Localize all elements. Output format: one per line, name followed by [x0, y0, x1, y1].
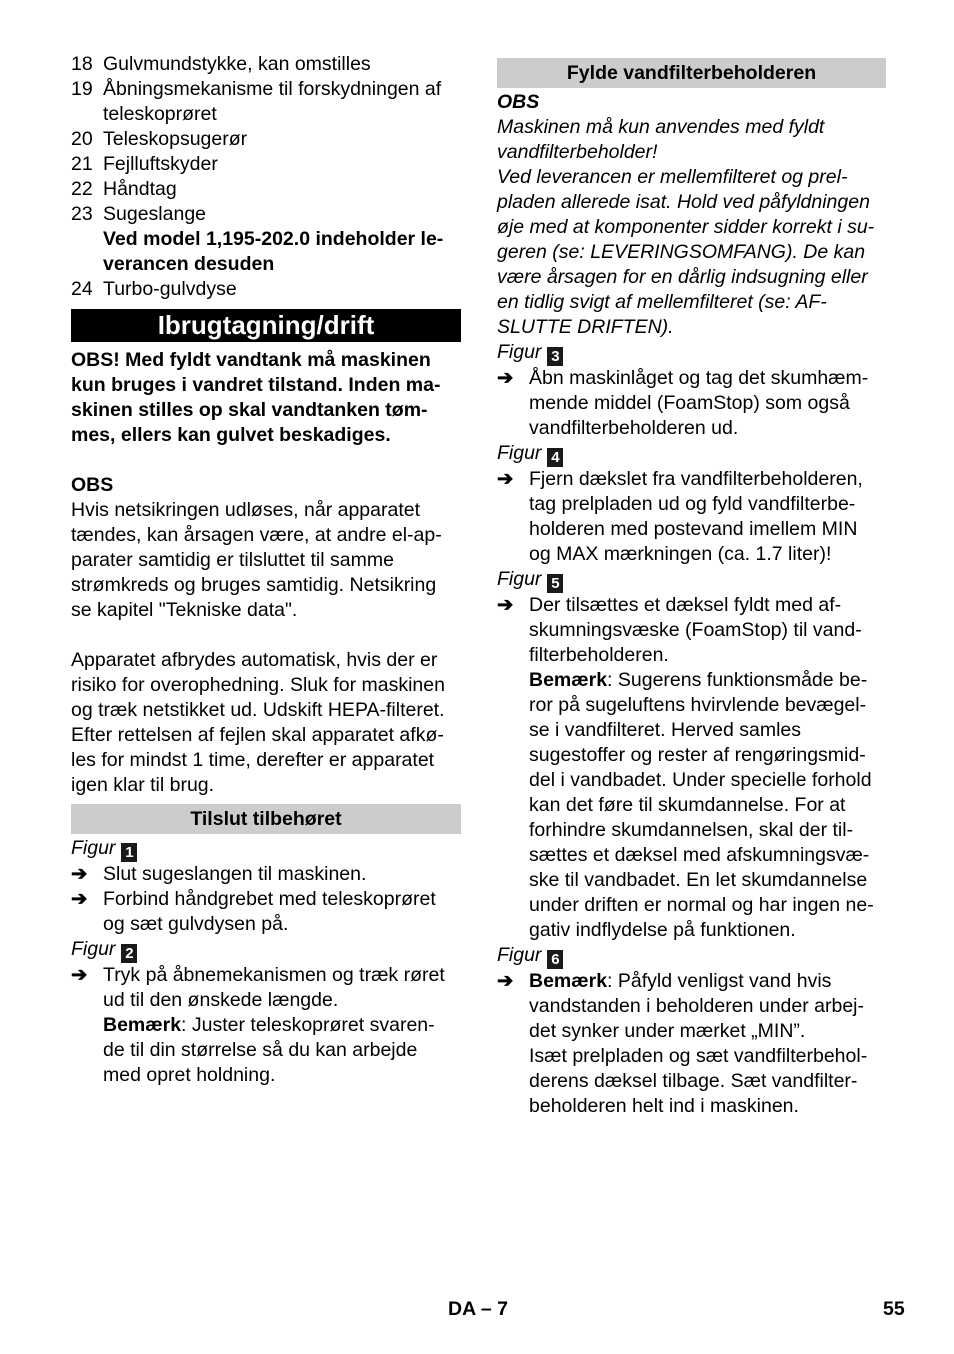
step-item: [497, 593, 886, 943]
obs-line: geren (se: LEVERINGSOMFANG). De kan: [497, 241, 866, 263]
step-line: Tryk på åbnemekanismen og træk røret: [103, 964, 445, 986]
arrow-right-icon: ➔: [497, 468, 514, 490]
model-note: [103, 227, 461, 277]
figure-label: Figur: [71, 938, 116, 960]
note-line: ske til vandbadet. En let skumdannelse: [529, 869, 868, 891]
note-line: Isæt prelpladen og sæt vandfilterbehol-: [529, 1045, 868, 1067]
overheat-line: risiko for overophedning. Sluk for maskinen: [71, 674, 445, 696]
note-label: Bemærk: [529, 970, 608, 992]
item-text: Turbo-gulvdyse: [103, 278, 237, 300]
step-item: [497, 969, 886, 1119]
step-line: Forbind håndgrebet med teleskoprøret: [103, 888, 436, 910]
figure-label: Figur: [497, 442, 542, 464]
item-text: Fejlluftskyder: [103, 153, 218, 175]
item-number: 24: [71, 278, 93, 300]
arrow-right-icon: ➔: [71, 964, 88, 986]
note-line: [529, 668, 874, 693]
item-number: 18: [71, 53, 93, 75]
arrow-right-icon: ➔: [71, 888, 88, 910]
obs-line: Ved leverancen er mellemfilteret og prel-: [497, 166, 848, 188]
figure-number-badge: 1: [121, 843, 137, 862]
list-item: [71, 177, 461, 202]
obs-text: [71, 498, 461, 623]
step-line: ud til den ønskede længde.: [103, 989, 339, 1011]
obs-line: tændes, kan årsagen være, at andre el-ap-: [71, 524, 442, 546]
warning-line: OBS! Med fyldt vandtank må maskinen: [71, 349, 431, 371]
left-column: [71, 52, 461, 1088]
item-text: Håndtag: [103, 178, 177, 200]
step-item: [497, 467, 886, 567]
list-item: [71, 127, 461, 152]
arrow-right-icon: ➔: [497, 970, 514, 992]
page-number: 55: [883, 1298, 905, 1320]
obs-line: være årsagen for en dårlig indsugning eller: [497, 266, 868, 288]
model-note-line: Ved model 1,195-202.0 indeholder le-: [103, 228, 444, 250]
parts-list: [71, 52, 461, 227]
subsection-title: Fylde vandfilterbeholderen: [497, 58, 886, 88]
step-list: [71, 862, 461, 937]
obs-heading: OBS: [71, 474, 114, 496]
figure-number-badge: 2: [121, 944, 137, 963]
section-title: Ibrugtagning/drift: [71, 309, 461, 342]
step-item: [497, 366, 886, 441]
figure-label: Figur: [497, 568, 542, 590]
note-line: del i vandbadet. Under specielle forhold: [529, 769, 872, 791]
item-text-line: teleskoprøret: [103, 103, 217, 125]
item-number: 20: [71, 128, 93, 150]
figure-number-badge: 4: [547, 448, 563, 467]
subsection-title: Tilslut tilbehøret: [71, 804, 461, 834]
warning-line: skinen stilles op skal vandtanken tøm-: [71, 399, 428, 421]
item-number: 19: [71, 78, 93, 100]
item-text: Teleskopsugerør: [103, 128, 248, 150]
arrow-right-icon: ➔: [497, 367, 514, 389]
step-line: og sæt gulvdysen på.: [103, 913, 289, 935]
figure-ref: [497, 340, 886, 366]
note-line: vandstanden i beholderen under arbej-: [529, 995, 864, 1017]
obs-line: øje med at komponenter sidder korrekt i su-: [497, 216, 875, 238]
figure-number-badge: 6: [547, 950, 563, 969]
overheat-line: Apparatet afbrydes automatisk, hvis der er: [71, 649, 438, 671]
obs-line: SLUTTE DRIFTEN).: [497, 316, 674, 338]
list-item: [71, 77, 461, 127]
warning-line: kun bruges i vandret tilstand. Inden ma-: [71, 374, 441, 396]
step-line: holderen med postevand imellem MIN: [529, 518, 858, 540]
model-note-line: verancen desuden: [103, 253, 275, 275]
note-line: sættes et dæksel med afskumningsvæ-: [529, 844, 870, 866]
obs-line: vandfilterbeholder!: [497, 141, 658, 163]
step-line: Fjern dækslet fra vandfilterbeholderen,: [529, 468, 863, 490]
note-line: under driften er normal og har ingen ne-: [529, 894, 874, 916]
note-text: : Sugerens funktionsmåde be-: [607, 669, 868, 691]
list-item: [71, 202, 461, 227]
item-text: [103, 77, 441, 127]
note-line: gativ indflydelse på funktionen.: [529, 919, 796, 941]
item-text: Sugeslange: [103, 203, 207, 225]
obs-line: pladen allerede isat. Hold ved påfyldningen: [497, 191, 870, 213]
note-label: Bemærk: [529, 669, 608, 691]
step-line: Der tilsættes et dæksel fyldt med af-: [529, 594, 842, 616]
note-line: ror på sugeluftens hvirvlende bevægel-: [529, 694, 867, 716]
arrow-right-icon: ➔: [71, 863, 88, 885]
obs-text: [497, 115, 886, 340]
obs-line: en tidlig svigt af mellemfilteret (se: AF-: [497, 291, 827, 313]
note-line: [103, 1013, 445, 1038]
figure-ref: [497, 567, 886, 593]
list-item: [71, 152, 461, 177]
list-item: [71, 277, 461, 302]
note-line: kan det føre til skumdannelse. For at: [529, 794, 846, 816]
obs-line: Maskinen må kun anvendes med fyldt: [497, 116, 825, 138]
obs-line: strømkreds og bruges samtidig. Netsikring: [71, 574, 437, 596]
step-line: og MAX mærkningen (ca. 1.7 liter)!: [529, 543, 832, 565]
list-item: [71, 52, 461, 77]
arrow-right-icon: ➔: [497, 594, 514, 616]
overheat-line: les for mindst 1 time, derefter er apparatet: [71, 749, 435, 771]
overheat-text: [71, 648, 461, 798]
note-line: se i vandfilteret. Herved samles: [529, 719, 802, 741]
step-line: mende middel (FoamStop) som også: [529, 392, 850, 414]
note-line: med opret holdning.: [103, 1064, 276, 1086]
step-item: [71, 887, 461, 937]
note-label: Bemærk: [103, 1014, 182, 1036]
figure-label: Figur: [71, 837, 116, 859]
step-line: vandfilterbeholderen ud.: [529, 417, 739, 439]
step-line: filterbeholderen.: [529, 644, 669, 666]
step-item: [71, 862, 461, 887]
figure-label: Figur: [497, 341, 542, 363]
figure-ref: [71, 836, 461, 862]
figure-ref: [71, 937, 461, 963]
obs-heading: OBS: [497, 91, 540, 113]
figure-ref: [497, 441, 886, 467]
step-line: tag prelpladen ud og fyld vandfilterbe-: [529, 493, 856, 515]
note-text: : Juster teleskoprøret svaren-: [181, 1014, 435, 1036]
item-text-line: Åbningsmekanisme til forskydningen af: [103, 78, 442, 100]
note-line: derens dæksel tilbage. Sæt vandfilter-: [529, 1070, 858, 1092]
step-line: Åbn maskinlåget og tag det skumhæm-: [529, 367, 869, 389]
item-number: 21: [71, 153, 93, 175]
warning-line: mes, ellers kan gulvet beskadiges.: [71, 424, 391, 446]
obs-line: parater samtidig er tilsluttet til samme: [71, 549, 394, 571]
overheat-line: og træk netstikket ud. Udskift HEPA-filteret.: [71, 699, 445, 721]
figure-label: Figur: [497, 944, 542, 966]
obs-line: Hvis netsikringen udløses, når apparatet: [71, 499, 421, 521]
figure-ref: [497, 943, 886, 969]
note-line: [529, 969, 867, 994]
note-line: sugestoffer og rester af rengøringsmid-: [529, 744, 866, 766]
item-text: Gulvmundstykke, kan omstilles: [103, 53, 371, 75]
item-number: 23: [71, 203, 93, 225]
step-line: Slut sugeslangen til maskinen.: [103, 863, 367, 885]
warning-text: [71, 348, 461, 448]
obs-line: se kapitel "Tekniske data".: [71, 599, 298, 621]
overheat-line: igen klar til brug.: [71, 774, 215, 796]
note-text: : Påfyld venligst vand hvis: [607, 970, 832, 992]
right-column: [497, 52, 886, 1119]
footer-code: DA – 7: [448, 1298, 508, 1320]
note-line: beholderen helt ind i maskinen.: [529, 1095, 799, 1117]
note-line: forhindre skumdannelsen, skal der til-: [529, 819, 854, 841]
figure-number-badge: 5: [547, 574, 563, 593]
note-line: det synker under mærket „MIN”.: [529, 1020, 806, 1042]
overheat-line: Efter rettelsen af fejlen skal apparatet afkø-: [71, 724, 444, 746]
note-line: de til din størrelse så du kan arbejde: [103, 1039, 418, 1061]
step-item: [71, 963, 461, 1088]
item-number: 22: [71, 178, 93, 200]
figure-number-badge: 3: [547, 347, 563, 366]
step-line: skumningsvæske (FoamStop) til vand-: [529, 619, 862, 641]
